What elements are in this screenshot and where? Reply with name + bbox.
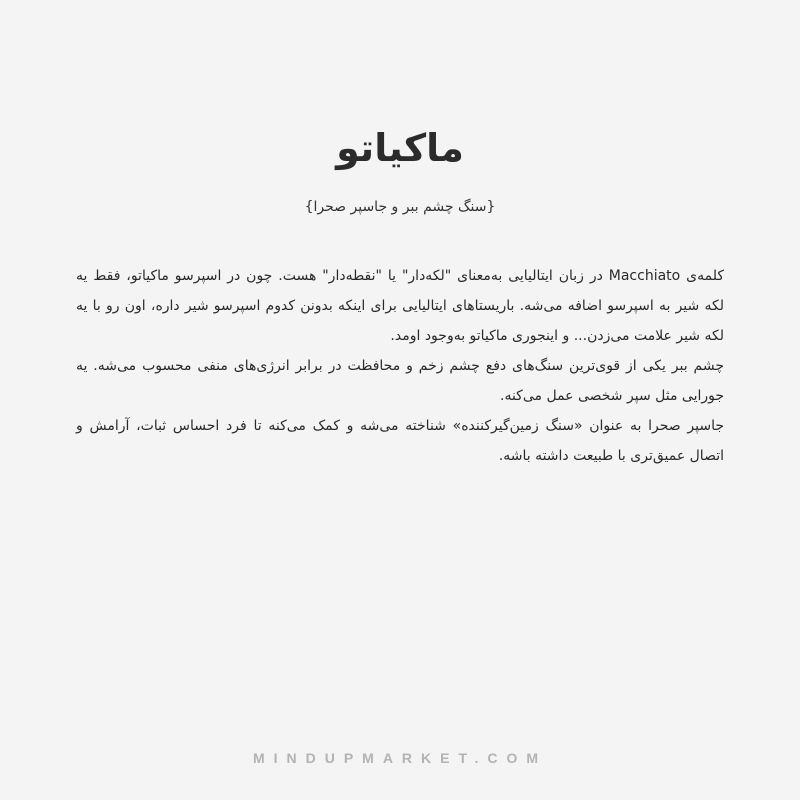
footer-website: MINDUPMARKET.COM <box>252 750 548 766</box>
paragraph-macchiato: کلمه‌ی Macchiato در زبان ایتالیایی به‌معنای "لکه‌دار" یا "نقطه‌دار" هست. چون در اسپرسو ماکیاتو، فقط یه لکه شیر به اسپرسو اضافه می‌شه. باریستاهای ایتالیایی برای اینکه بدونن کدوم اسپرسو شیر داره، اون رو با یه لکه شیر علامت می‌زدن... و اینجوری ماکیاتو به‌وجود اومد. <box>76 268 724 344</box>
page-subtitle: {سنگ چشم ببر و جاسپر صحرا} <box>304 199 496 215</box>
paragraph-desert-jasper: جاسپر صحرا به عنوان «سنگ زمین‌گیرکننده» شناخته می‌شه و کمک می‌کنه تا فرد احساس ثبات، آرامش و اتصال عمیق‌تری با طبیعت داشته باشه. <box>76 418 724 464</box>
paragraph-tiger-eye: چشم ببر یکی از قوی‌ترین سنگ‌های دفع چشم زخم و محافظت در برابر انرژی‌های منفی محسوب می‌شه. یه جورایی مثل سپر شخصی عمل می‌کنه. <box>76 358 724 404</box>
page-title: ماکیاتو <box>336 126 464 170</box>
body-text <box>76 261 724 471</box>
